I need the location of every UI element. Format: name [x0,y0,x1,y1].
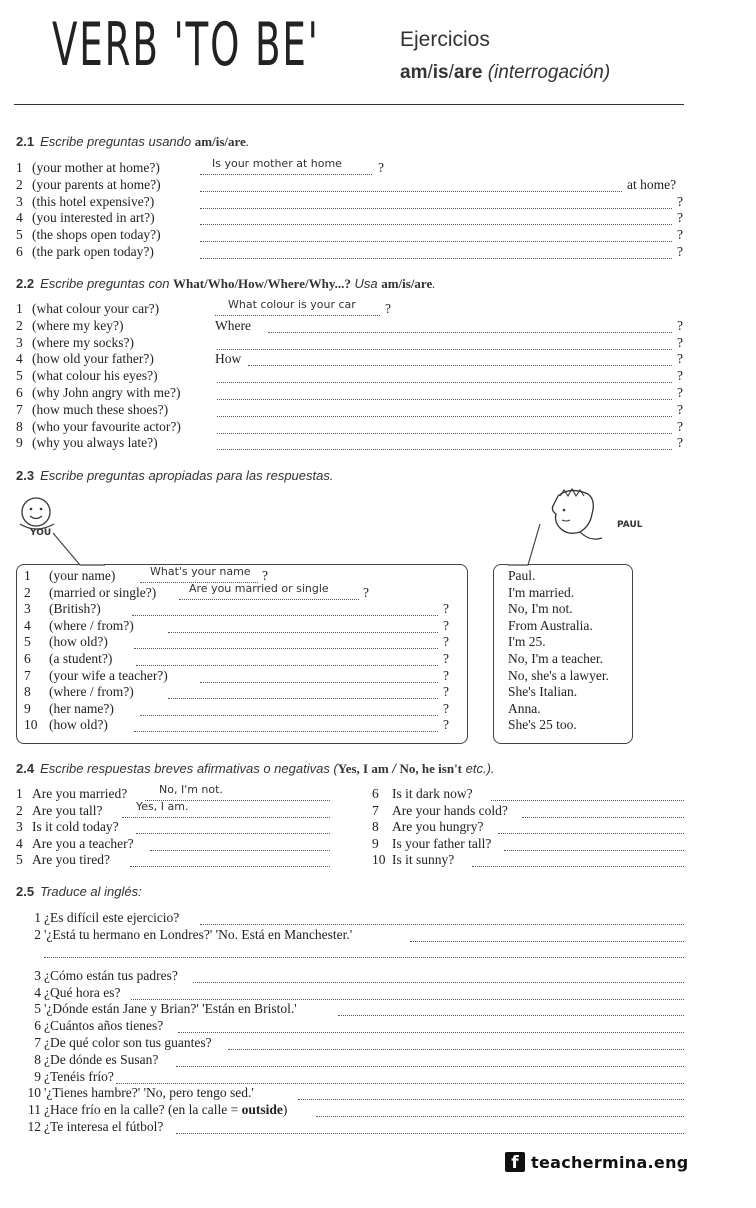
question-mark: ? [378,160,384,175]
exercise-row [372,836,491,852]
item-prompt: (the park open today?) [32,244,154,259]
item-number: 7 [372,802,379,818]
item-number: 8 [34,1051,41,1067]
exercise-row [16,160,160,176]
answer-line[interactable] [472,866,684,867]
item-number: 1 [24,568,31,583]
page-title: VERB 'TO BE' [52,10,320,80]
question-mark: ? [363,584,369,600]
item-number: 5 [24,634,31,650]
question-mark: ? [443,651,449,666]
item-prompt: (why you always late?) [32,435,158,451]
item-prompt: (how old your father?) [32,351,154,367]
item-prompt: (British?) [49,601,101,617]
exercise-row [16,1119,163,1135]
answer-line[interactable] [228,1049,684,1050]
exercise-row [16,318,123,334]
item-prompt: (where my socks?) [32,334,134,350]
exercise-row [16,177,161,193]
item-prompt: (what colour your car?) [32,301,160,316]
exercise-row [372,852,454,868]
answer-line[interactable] [217,349,672,350]
item-number: 11 [28,1102,41,1118]
exercise-row [24,701,114,717]
item-number: 3 [24,601,31,617]
exercise-row [372,786,473,802]
response-text: No, she's a lawyer. [508,667,610,683]
answer-line[interactable] [168,632,438,633]
item-prompt: (your parents at home?) [32,176,161,192]
item-number: 2 [34,926,41,942]
item-question: Are you tired? [32,852,110,868]
item-number: 1 [34,910,41,925]
item-text: ¿De qué color son tus guantes? [44,1035,212,1050]
question-mark: ? [443,601,449,617]
answer-line[interactable] [200,224,672,225]
item-question: Is it cold today? [32,819,119,835]
item-question: Are you hungry? [392,819,484,835]
item-question: Are you a teacher? [32,835,134,851]
item-text: '¿Tienes hambre?' 'No, pero tengo sed.' [44,1085,254,1101]
item-bold-word: outside [241,1102,283,1118]
item-text: ¿Te interesa el fútbol? [44,1119,164,1134]
item-number: 1 [16,301,23,316]
answer-line[interactable] [200,682,438,683]
item-prompt: (how old?) [49,717,108,733]
answer-line[interactable] [116,1083,684,1084]
section-2-4-heading: 2.4 Escribe respuestas breves afirmativas o negativas (Yes, I am / No, he isn't etc.). [16,761,495,776]
answer-line[interactable] [176,1133,684,1134]
response-text: Paul. [508,568,536,583]
item-prompt: (married or single?) [49,584,157,600]
question-mark: ? [443,667,449,683]
item-number: 6 [16,385,23,400]
line-start-word: Where [215,317,251,333]
question-mark: ? [677,244,683,259]
exercise-row [16,1069,114,1085]
facebook-icon: f [505,1152,525,1172]
question-mark: ? [443,617,449,633]
item-text: '¿Está tu hermano en Londres?' 'No. Está en Manchester.' [44,926,353,942]
exercise-row [24,568,115,584]
answer-line[interactable] [136,665,438,666]
line-start-word: How [215,351,242,367]
item-number: 6 [24,651,31,666]
exercise-row [16,1001,297,1017]
item-number: 10 [372,852,386,868]
question-mark: ? [385,301,391,316]
answer-line[interactable] [134,731,438,732]
item-prompt: (your name) [49,568,116,583]
answer-line[interactable] [44,957,684,958]
item-number: 7 [16,401,23,417]
exercise-row [16,803,102,819]
social-handle[interactable] [505,1152,689,1172]
exercise-row [24,684,134,700]
item-prompt: (your mother at home?) [32,160,160,175]
item-text: ¿Hace frío en la calle? (en la calle = [44,1102,242,1118]
question-mark: ? [677,418,683,434]
item-prompt: (how much these shoes?) [32,401,169,417]
item-number: 5 [16,852,23,868]
question-mark: ? [677,210,683,226]
answer-line[interactable] [298,1099,684,1100]
answer-line[interactable] [136,833,330,834]
exercise-row [16,1085,254,1101]
item-number: 3 [16,819,23,835]
answer-line[interactable] [150,850,330,851]
response-text: From Australia. [508,617,593,633]
item-prompt: (how old?) [49,634,108,650]
exercise-row [16,194,154,210]
question-mark: ? [677,317,683,333]
question-mark: ? [677,401,683,417]
item-prompt: (what colour his eyes?) [32,368,158,384]
item-prompt: (a student?) [49,651,113,666]
answer-line[interactable] [522,817,684,818]
handwritten-answer: Yes, I am. [136,799,189,813]
item-prompt: (where / from?) [49,684,134,700]
answer-line[interactable] [176,1066,684,1067]
exercise-row [16,1018,163,1034]
item-number: 5 [16,368,23,384]
answer-line[interactable] [134,648,438,649]
handwritten-answer: What colour is your car [228,298,356,311]
item-number: 8 [372,819,379,835]
answer-line[interactable] [268,332,672,333]
item-number: 4 [16,835,23,851]
item-number: 1 [16,160,23,175]
item-number: 10 [24,717,38,733]
handle-text: teachermina.eng [531,1152,689,1172]
item-question: Are you tall? [32,802,103,818]
item-number: 8 [16,418,23,434]
answer-line[interactable] [140,715,438,716]
exercise-row [24,618,134,634]
exercise-row [16,385,180,401]
answer-line[interactable] [122,817,330,818]
exercise-row [24,717,108,733]
item-number: 4 [16,351,23,367]
item-number: 7 [24,667,31,683]
response-text: She's 25 too. [508,717,577,733]
handwritten-answer: Is your mother at home [212,157,342,170]
response-text: I'm 25. [508,634,546,650]
answer-line[interactable] [131,999,684,1000]
subtitle-topic: am/is/are (interrogación) [400,62,611,83]
item-prompt: (your wife a teacher?) [49,667,168,683]
exercise-row [24,651,112,667]
paul-face-illustration [540,486,610,546]
answer-line[interactable] [200,174,372,175]
exercise-row [372,803,508,819]
question-mark: ? [443,684,449,700]
answer-line[interactable] [200,208,672,209]
exercise-row [16,301,159,317]
question-mark: ? [677,334,683,350]
exercise-row [16,227,161,243]
response-text: I'm married. [508,584,575,600]
answer-line[interactable] [200,258,672,259]
question-mark: ? [677,351,683,367]
item-number: 4 [34,984,41,1000]
item-text: ¿Cómo están tus padres? [44,967,178,983]
section-2-1-heading: 2.1 Escribe preguntas usando am/is/are. [16,134,250,149]
item-number: 2 [16,802,23,818]
answer-line[interactable] [132,615,438,616]
bubble-tail-left [50,530,110,570]
item-prompt: (the shops open today?) [32,227,161,243]
exercise-row [16,210,155,226]
item-number: 4 [24,617,31,633]
exercise-row [16,927,352,943]
answer-line[interactable] [200,241,672,242]
item-number: 8 [24,684,31,700]
item-text: ¿De dónde es Susan? [44,1051,159,1067]
item-text: ¿Tenéis frío? [44,1068,114,1084]
answer-line[interactable] [200,924,684,925]
item-number: 9 [34,1068,41,1084]
exercise-row [16,435,158,451]
answer-line[interactable] [498,833,684,834]
exercise-row [372,819,483,835]
answer-line[interactable] [504,850,684,851]
handwritten-answer: No, I'm not. [159,783,223,796]
exercise-row [16,836,134,852]
item-number: 3 [16,193,23,209]
item-number: 3 [16,334,23,350]
exercise-row [24,601,101,617]
item-number: 2 [24,584,31,600]
answer-line[interactable] [215,315,380,316]
item-text: ¿Qué hora es? [44,984,121,1000]
paul-label: PAUL [617,520,643,530]
answer-line[interactable] [178,1032,684,1033]
item-text-end: ) [282,1102,288,1118]
item-number: 10 [27,1085,41,1101]
answer-line[interactable] [193,982,684,983]
exercise-row [24,668,168,684]
item-number: 9 [372,835,379,851]
response-text: She's Italian. [508,684,578,700]
question-mark: ? [677,227,683,243]
item-text: '¿Dónde están Jane y Brian?' 'Están en Bristol.' [44,1001,297,1017]
exercise-row [16,351,154,367]
item-question: Is it sunny? [392,852,455,868]
item-prompt: (you interested in art?) [32,210,155,226]
header-divider [14,104,684,105]
you-label: YOU [30,528,52,538]
exercise-row [16,819,119,835]
line-suffix: at home? [627,176,677,192]
item-number: 4 [16,210,23,226]
section-2-5-heading: 2.5 Traduce al inglés: [16,884,142,899]
handwritten-answer: What's your name [150,565,251,578]
exercise-row [16,985,120,1001]
item-question: Are you married? [32,786,128,801]
item-question: Is it dark now? [392,786,473,801]
item-number: 2 [16,176,23,192]
response-text: Anna. [508,700,541,716]
exercise-row [16,335,134,351]
question-mark: ? [443,634,449,650]
exercise-row [24,585,156,601]
item-number: 6 [16,244,23,259]
exercise-row [16,1102,287,1118]
exercise-row [16,852,110,868]
question-mark: ? [677,193,683,209]
exercise-row [16,1052,158,1068]
bubble-tail-right [500,520,550,570]
section-2-2-heading: 2.2 Escribe preguntas con What/Who/How/Where/Why...? Usa am/is/are. [16,276,436,291]
answer-line[interactable] [410,941,684,942]
exercise-row [16,968,178,984]
answer-line[interactable] [217,433,672,434]
answer-line[interactable] [217,382,672,383]
item-number: 7 [34,1035,41,1050]
item-prompt: (where my key?) [32,317,124,333]
item-prompt: (this hotel expensive?) [32,193,155,209]
exercise-row [16,368,158,384]
answer-line[interactable] [179,599,359,600]
item-number: 2 [16,317,23,333]
subtitle: Ejercicios [400,28,490,51]
exercise-row [16,786,127,802]
item-text: ¿Es difícil este ejercicio? [44,910,180,925]
answer-line[interactable] [217,449,672,450]
item-number: 9 [24,700,31,716]
item-number: 1 [16,786,23,801]
exercise-row [16,910,179,926]
question-mark: ? [262,568,268,583]
item-number: 6 [372,786,379,801]
response-text: No, I'm a teacher. [508,651,604,666]
item-question: Is your father tall? [392,835,492,851]
answer-line[interactable] [491,800,684,801]
item-prompt: (where / from?) [49,617,134,633]
answer-line[interactable] [248,365,672,366]
question-mark: ? [443,717,449,733]
question-mark: ? [677,385,683,400]
question-mark: ? [443,700,449,716]
answer-line[interactable] [130,866,330,867]
handwritten-answer: Are you married or single [189,581,329,595]
answer-line[interactable] [217,399,672,400]
item-number: 12 [27,1119,41,1134]
answer-line[interactable] [168,698,438,699]
item-number: 9 [16,435,23,451]
answer-line[interactable] [338,1015,684,1016]
exercise-row [16,402,168,418]
question-mark: ? [677,368,683,384]
exercise-row [16,244,154,260]
item-text: ¿Cuántos años tienes? [44,1018,164,1034]
answer-line[interactable] [200,191,622,192]
exercise-row [24,634,108,650]
item-question: Are your hands cold? [392,802,508,818]
item-number: 3 [34,967,41,983]
exercise-row [16,1035,212,1051]
item-prompt: (her name?) [49,700,114,716]
item-number: 6 [34,1018,41,1034]
item-prompt: (why John angry with me?) [32,385,181,400]
response-text: No, I'm not. [508,601,573,617]
question-mark: ? [677,435,683,451]
item-number: 5 [16,227,23,243]
exercise-row [16,419,181,435]
answer-line[interactable] [316,1116,684,1117]
answer-line[interactable] [217,416,672,417]
section-2-3-heading: 2.3 Escribe preguntas apropiadas para las respuestas. [16,468,334,483]
item-number: 5 [34,1001,41,1017]
item-prompt: (who your favourite actor?) [32,418,181,434]
